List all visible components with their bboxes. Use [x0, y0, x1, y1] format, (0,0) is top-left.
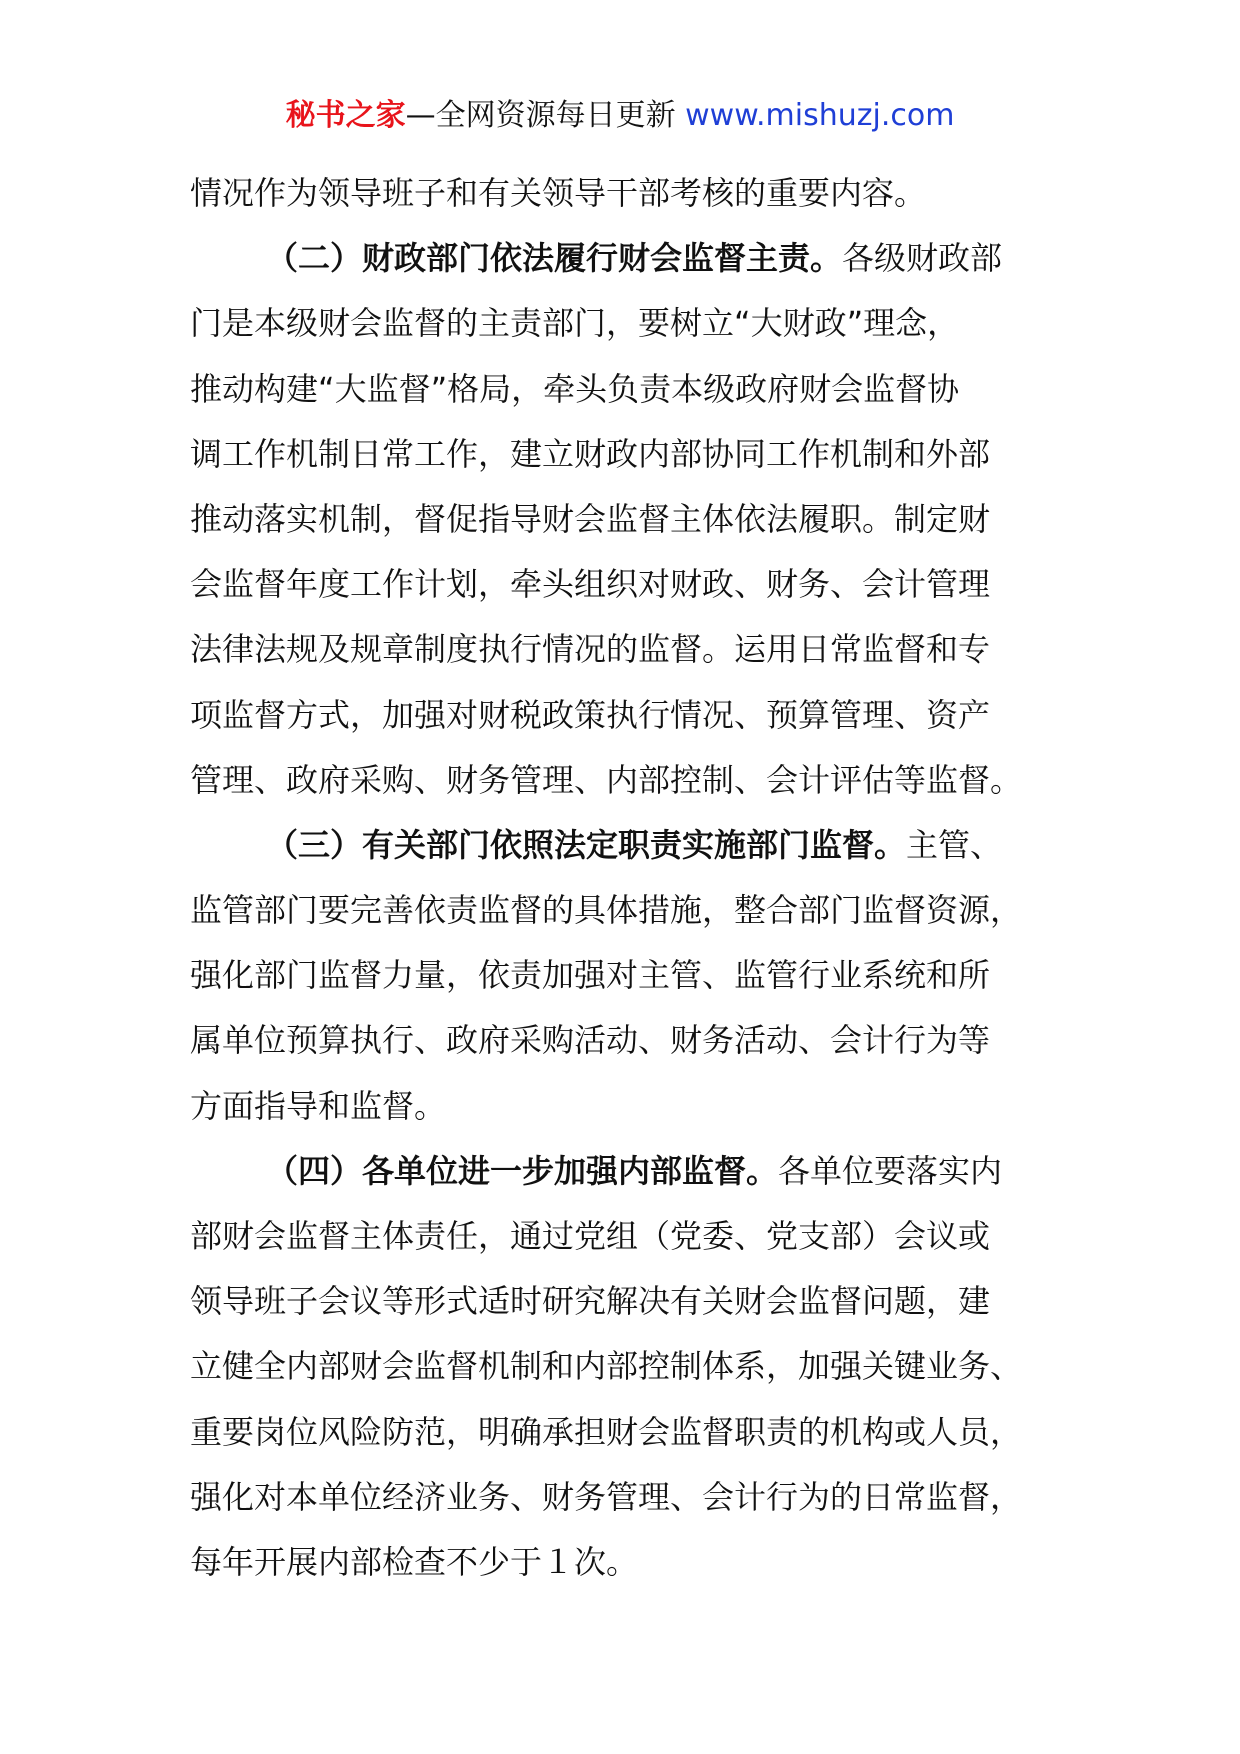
text-line: 管理、政府采购、财务管理、内部控制、会计评估等监督。	[190, 760, 1023, 799]
text-line: 会监督年度工作计划，牵头组织对财政、财务、会计管理	[190, 565, 991, 604]
section-heading-line	[190, 1139, 1070, 1204]
brand-name: 秘书之家	[285, 98, 406, 133]
text-line: 部财会监督主体责任，通过党组（党委、党支部）会议或	[190, 1217, 991, 1255]
text-line: 领导班子会议等形式适时研究解决有关财会监督问题，建	[190, 1282, 991, 1321]
text-line: 每年开展内部检查不少于１次。	[190, 1542, 639, 1581]
text-line: 推动落实机制，督促指导财会监督主体依法履职。制定财	[190, 499, 991, 538]
text-line: 强化部门监督力量，依责加强对主管、监管行业系统和所	[190, 956, 991, 995]
text-line: 重要岗位风险防范，明确承担财会监督职责的机构或人员，	[190, 1412, 1023, 1451]
section-text: 主管、	[906, 825, 1003, 864]
page-header	[0, 96, 1240, 136]
text-line: 属单位预算执行、政府采购活动、财务活动、会计行为等	[190, 1021, 991, 1060]
section-text: 各级财政部	[842, 239, 1003, 278]
section-heading-line	[190, 813, 1070, 878]
section-heading: （四）各单位进一步加强内部监督。	[266, 1151, 779, 1190]
text-line: 推动构建“大监督”格局，牵头负责本级政府财会监督协	[190, 369, 960, 408]
text-line: 法律法规及规章制度执行情况的监督。运用日常监督和专	[190, 630, 991, 669]
text-line: 门是本级财会监督的主责部门，要树立“大财政”理念，	[190, 304, 960, 343]
text-line: 立健全内部财会监督机制和内部控制体系，加强关键业务、	[190, 1347, 1023, 1386]
section-text: 各单位要落实内	[778, 1151, 1003, 1190]
text-line: 强化对本单位经济业务、财务管理、会计行为的日常监督，	[190, 1477, 1023, 1516]
text-line: 调工作机制日常工作，建立财政内部协同工作机制和外部	[190, 434, 991, 473]
header-tagline: —全网资源每日更新	[405, 98, 676, 133]
text-line: 监管部门要完善依责监督的具体措施，整合部门监督资源，	[190, 891, 1023, 930]
site-url[interactable]: www.mishuzj.com	[685, 98, 955, 133]
section-heading: （二）财政部门依法履行财会监督主责。	[266, 239, 843, 278]
section-heading-line	[190, 226, 1070, 291]
text-line: 方面指导和监督。	[190, 1086, 447, 1125]
section-heading: （三）有关部门依照法定职责实施部门监督。	[266, 825, 907, 864]
text-line: 情况作为领导班子和有关领导干部考核的重要内容。	[190, 174, 927, 212]
document-body	[190, 161, 1070, 1595]
text-line: 项监督方式，加强对财税政策执行情况、预算管理、资产	[190, 695, 991, 734]
